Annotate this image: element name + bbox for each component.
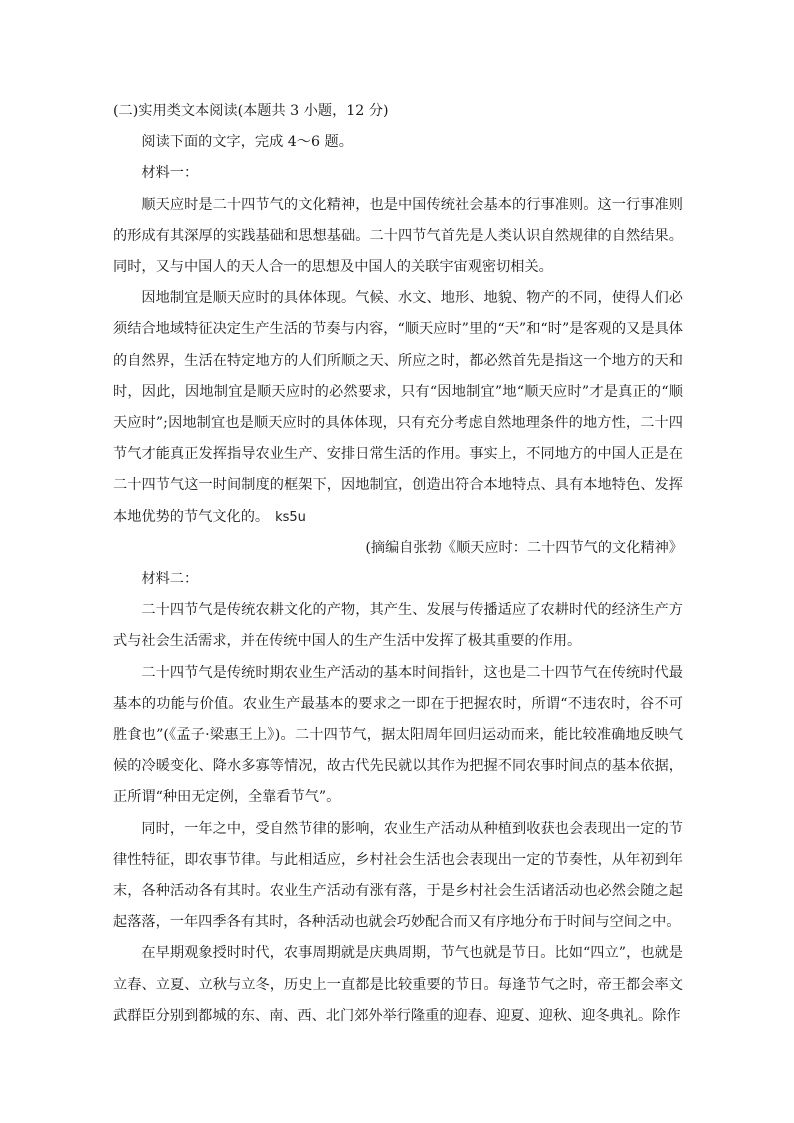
material2-paragraph-2: 二十四节气是传统时期农业生产活动的基本时间指针，这也是二十四节气在传统时代最基本的功能与价值。农业生产最基本的要求之一即在于把握农时，所谓“不违农时，谷不可胜食也”(《孟子·梁惠王上》)。二十四节气，据太阳周年回归运动而来，能比较准确地反映气候的冷暖变化、降水多寡等情况，故古代先民就以其作为把握不同农事时间点的基本依据，正所谓“种田无定例，全靠看节气”。 [113, 664, 683, 806]
material2-paragraph-4: 在早期观象授时时代，农事周期就是庆典周期，节气也就是节日。比如“四立”，也就是立春、立夏、立秋与立冬，历史上一直都是比较重要的节日。每逢节气之时，帝王都会率文武群臣分别到都城的东、南、西、北门郊外举行隆重的迎春、迎夏、迎秋、迎冬典礼。除作 [113, 945, 683, 1024]
material2-paragraph-1: 二十四节气是传统农耕文化的产物，其产生、发展与传播适应了农耕时代的经济生产方式与社会生活需求，并在传统中国人的生产生活中发挥了极其重要的作用。 [113, 602, 683, 650]
section-heading: (二)实用类文本阅读(本题共 3 小题，12 分) [113, 103, 389, 119]
material2-paragraph-3: 同时，一年之中，受自然节律的影响，农业生产活动从种植到收获也会表现出一定的节律性特征，即农事节律。与此相适应，乡村社会生活也会表现出一定的节奏性，从年初到年末，各种活动各有其时。农业生产活动有涨有落，于是乡村社会生活诸活动也必然会随之起起落落，一年四季各有其时，各种活动也就会巧妙配合而又有序地分布于时间与空间之中。 [113, 820, 683, 931]
document-page [113, 96, 683, 1032]
material1-paragraph-2-text: 因地制宜是顺天应时的具体体现。气候、水文、地形、地貌、物产的不同，使得人们必须结合地域特征决定生产生活的节奏与内容，“顺天应时”里的“天”和“时”是客观的又是具体的自然界，生活在特定地方的人们所顺之天、所应之时，都必然首先是指这一个地方的天和时，因此，因地制宜是顺天应时的必然要求，只有“因地制宜”地“顺天应时”才是真正的“顺天应时”;因地制宜也是顺天应时的具体体现，只有充分考虑自然地理条件的地方性，二十四节气才能真正发挥指导农业生产、安排日常生活的作用。事实上，不同地方的中国人正是在二十四节气这一时间制度的框架下，因地制宜，创造出符合本地特点、具有本地特色、发挥本地优势的节气文化的。 [113, 290, 683, 525]
instruction: 阅读下面的文字，完成 4～6 题。 [141, 134, 353, 151]
watermark-text: ks5u [275, 509, 306, 525]
material1-source: (摘编自张勃《顺天应时：二十四节气的文化精神》 [365, 539, 683, 556]
material1-label: 材料一： [141, 165, 199, 182]
material1-paragraph-2 [113, 283, 683, 533]
material1-paragraph-1: 顺天应时是二十四节气的文化精神，也是中国传统社会基本的行事准则。这一行事准则的形成有其深厚的实践基础和思想基础。二十四节气首先是人类认识自然规律的自然结果。同时，又与中国人的天人合一的思想及中国人的关联宇宙观密切相关。 [113, 196, 683, 276]
material2-label: 材料二： [141, 571, 199, 588]
